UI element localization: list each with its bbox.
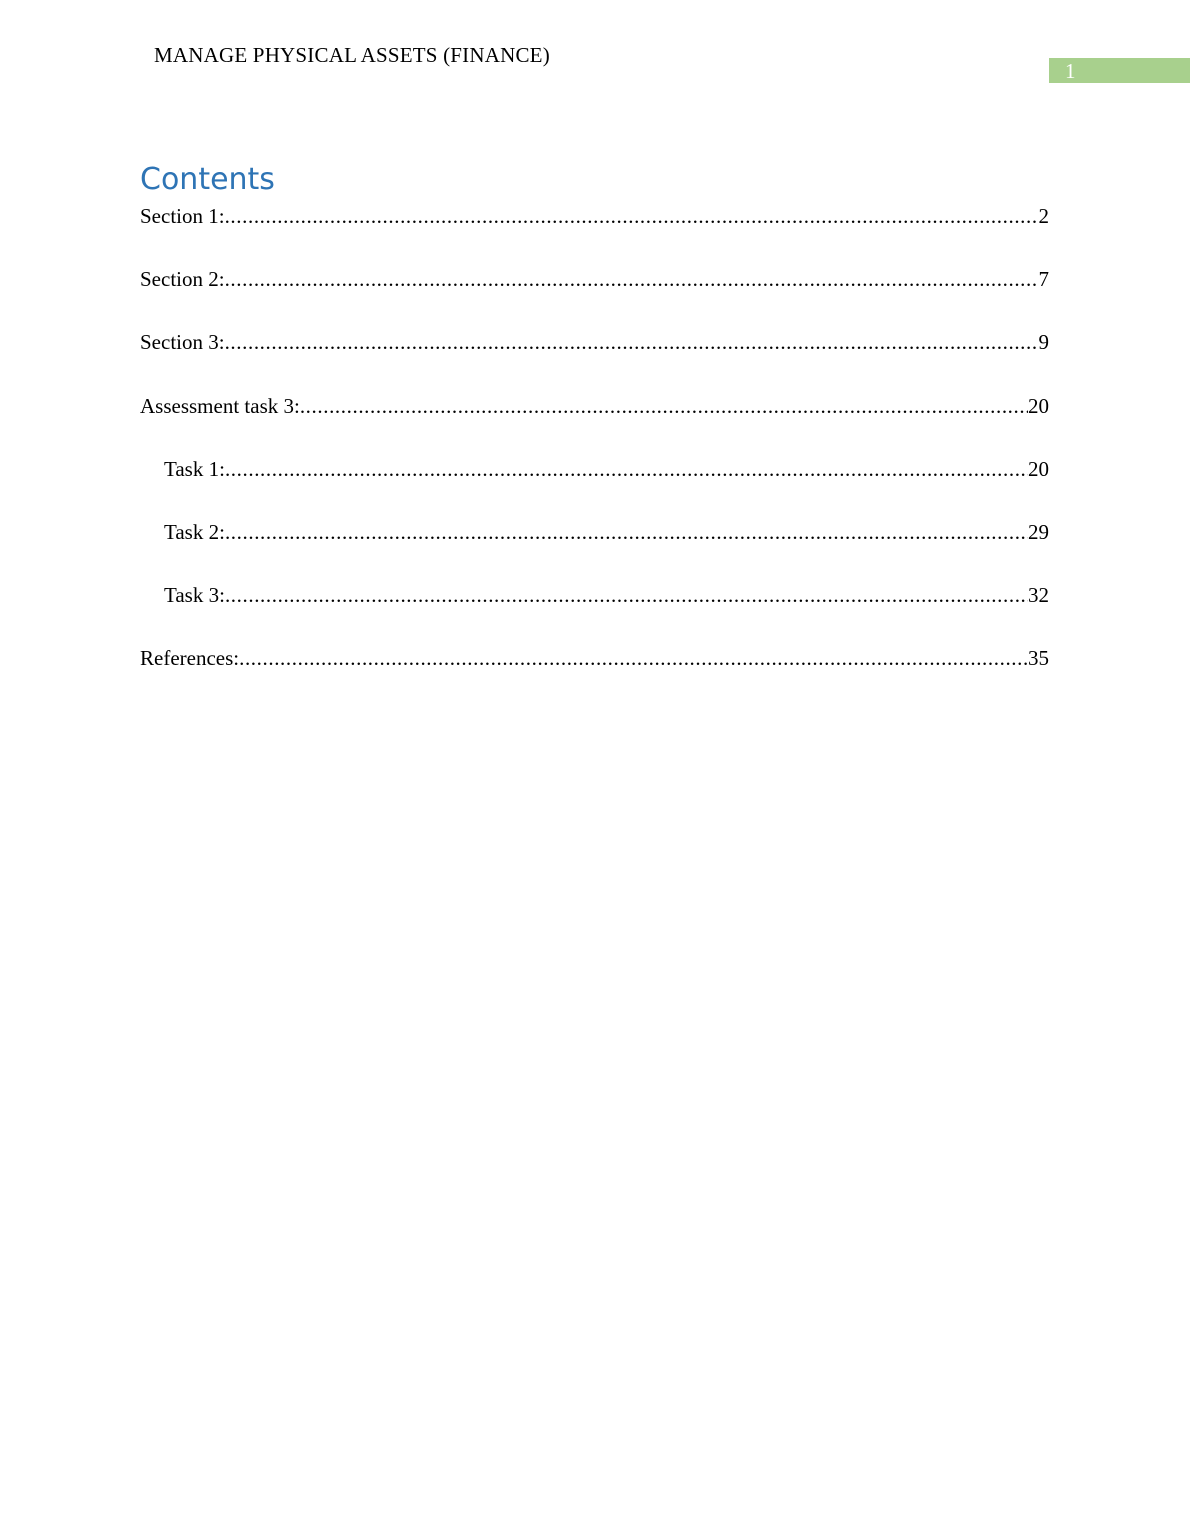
toc-dot-leader <box>225 579 1028 611</box>
toc-entry-label: Assessment task 3: <box>140 393 300 418</box>
toc-dot-leader <box>300 390 1028 422</box>
toc-dot-leader <box>225 516 1028 548</box>
toc-dot-leader <box>225 263 1039 295</box>
toc-entry-label: Section 2: <box>140 267 225 292</box>
page-number: 1 <box>1065 59 1076 83</box>
toc-entry-section-3[interactable] <box>140 326 1049 358</box>
toc-dot-leader <box>225 326 1039 358</box>
page-number-badge <box>1049 58 1190 83</box>
toc-entry-label: Section 3: <box>140 330 225 355</box>
table-of-contents <box>140 200 1049 706</box>
toc-entry-label: References: <box>140 646 240 671</box>
toc-entry-task-3[interactable] <box>140 579 1049 611</box>
toc-entry-section-2[interactable] <box>140 263 1049 295</box>
running-header-title: MANAGE PHYSICAL ASSETS (FINANCE) <box>154 43 550 67</box>
toc-entry-label: Task 2: <box>164 519 225 544</box>
toc-heading: Contents <box>140 162 275 197</box>
toc-entry-references[interactable] <box>140 642 1049 674</box>
toc-entry-page: 9 <box>1038 330 1049 355</box>
toc-entry-page: 20 <box>1028 456 1049 481</box>
toc-entry-section-1[interactable] <box>140 200 1049 232</box>
toc-dot-leader <box>225 453 1028 485</box>
toc-entry-task-1[interactable] <box>140 453 1049 485</box>
toc-entry-page: 20 <box>1028 393 1049 418</box>
toc-entry-page: 35 <box>1028 646 1049 671</box>
toc-entry-page: 2 <box>1038 204 1049 228</box>
toc-entry-task-2[interactable] <box>140 516 1049 548</box>
toc-entry-page: 32 <box>1028 583 1049 608</box>
toc-entry-label: Task 1: <box>164 456 225 481</box>
toc-entry-label: Section 1: <box>140 204 225 228</box>
toc-entry-page: 29 <box>1028 519 1049 544</box>
toc-entry-label: Task 3: <box>164 583 225 608</box>
toc-entry-page: 7 <box>1038 267 1049 292</box>
toc-dot-leader <box>225 200 1039 232</box>
toc-entry-assessment-task-3[interactable] <box>140 390 1049 422</box>
toc-dot-leader <box>239 642 1028 674</box>
